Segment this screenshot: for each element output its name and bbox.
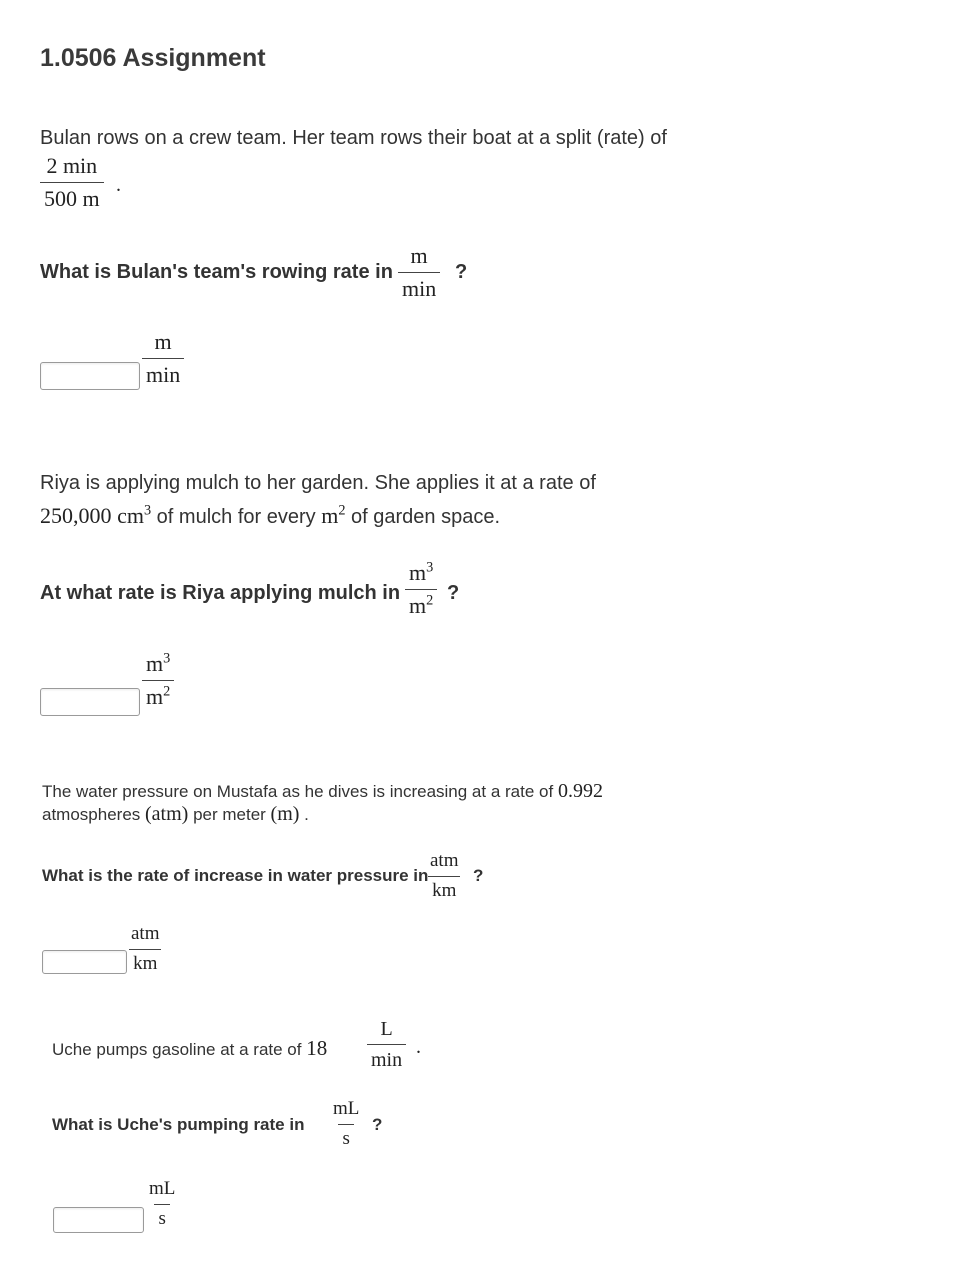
q4-prompt: Uche pumps gasoline at a rate of bbox=[52, 1040, 302, 1059]
q1-question-mark: ? bbox=[455, 261, 468, 283]
q4-unit-denominator: s bbox=[338, 1124, 353, 1150]
q3-unit-fraction bbox=[426, 851, 463, 902]
q2-question: At what rate is Riya applying mulch in bbox=[40, 582, 401, 604]
q2-unit-denominator-exponent: 2 bbox=[426, 592, 434, 609]
q4-rate-period: . bbox=[416, 1036, 421, 1058]
q3-m: (m) bbox=[270, 803, 300, 825]
q4-rate-fraction bbox=[367, 1018, 406, 1071]
q3-prompt-line1 bbox=[42, 780, 603, 803]
q4-rate-numerator: L bbox=[380, 1018, 393, 1040]
q3-answer-unit-numerator: atm bbox=[131, 923, 160, 944]
q1-rate-fraction bbox=[40, 154, 104, 211]
q1-prompt: Bulan rows on a crew team. Her team rows their boat at a split (rate) of bbox=[40, 127, 667, 149]
q2-end-text: of garden space. bbox=[351, 506, 501, 528]
q2-unit-fraction bbox=[405, 561, 437, 618]
q2-unit-numerator-exponent: 3 bbox=[426, 559, 434, 576]
q3-prompt-line2 bbox=[42, 803, 309, 826]
q3-line2-end: . bbox=[304, 805, 309, 824]
q2-per-unit: m bbox=[321, 503, 339, 528]
q2-answer-unit-denominator: m bbox=[146, 684, 164, 710]
q3-unit-numerator: atm bbox=[430, 850, 459, 871]
q4-question: What is Uche's pumping rate in bbox=[52, 1115, 305, 1134]
q4-answer-unit-denominator: s bbox=[154, 1204, 169, 1230]
q2-prompt: Riya is applying mulch to her garden. She applies it at a rate of bbox=[40, 472, 596, 494]
q2-answer-input[interactable] bbox=[40, 688, 140, 716]
q2-answer-unit-fraction bbox=[142, 652, 174, 709]
q3-question: What is the rate of increase in water pressure in bbox=[42, 866, 429, 885]
q1-unit-numerator: m bbox=[410, 243, 428, 268]
q3-prompt: The water pressure on Mustafa as he dives is increasing at a rate of bbox=[42, 782, 554, 801]
q3-answer-input[interactable] bbox=[42, 950, 127, 974]
q1-question: What is Bulan's team's rowing rate in bbox=[40, 261, 393, 283]
q2-rate-line bbox=[40, 503, 500, 529]
q2-value-unit: cm bbox=[117, 503, 144, 528]
q2-value: 250,000 bbox=[40, 503, 112, 528]
q1-rate-numerator: 2 min bbox=[46, 153, 98, 178]
q4-value: 18 bbox=[306, 1036, 328, 1060]
q3-line2-a: atmospheres bbox=[42, 805, 141, 824]
q4-unit-fraction bbox=[329, 1099, 363, 1150]
q3-question-mark: ? bbox=[473, 866, 484, 885]
q4-rate-denominator: min bbox=[367, 1044, 406, 1071]
q2-question-mark: ? bbox=[447, 582, 460, 604]
q4-answer-unit-fraction bbox=[145, 1179, 179, 1230]
q3-answer-unit-denominator: km bbox=[129, 949, 161, 975]
q2-per-unit-exponent: 2 bbox=[338, 502, 346, 519]
q1-answer-unit-denominator: min bbox=[142, 358, 184, 387]
q2-answer-unit-denominator-exponent: 2 bbox=[163, 683, 171, 700]
q4-answer-input[interactable] bbox=[53, 1207, 144, 1233]
q3-line2-b: per meter bbox=[193, 805, 266, 824]
q2-unit-denominator: m bbox=[409, 593, 427, 619]
q2-unit-numerator: m bbox=[409, 560, 427, 585]
q1-answer-input[interactable] bbox=[40, 362, 140, 390]
q3-answer-unit-fraction bbox=[127, 924, 164, 975]
q4-answer-unit-numerator: mL bbox=[149, 1178, 176, 1199]
page-title: 1.0506 Assignment bbox=[40, 44, 266, 72]
q1-rate-denominator: 500 m bbox=[40, 182, 104, 211]
q1-unit-fraction bbox=[398, 244, 440, 301]
q4-unit-numerator: mL bbox=[333, 1098, 360, 1119]
q1-answer-unit-fraction bbox=[142, 330, 184, 387]
q1-rate-period: . bbox=[116, 174, 121, 196]
q4-question-mark: ? bbox=[372, 1115, 383, 1134]
q2-mid-text: of mulch for every bbox=[156, 506, 316, 528]
q1-unit-denominator: min bbox=[398, 272, 440, 301]
q4-prompt-line bbox=[52, 1036, 327, 1061]
q3-unit-denominator: km bbox=[428, 876, 460, 902]
q2-answer-unit-numerator-exponent: 3 bbox=[163, 650, 171, 667]
q3-value: 0.992 bbox=[557, 780, 603, 802]
q1-answer-unit-numerator: m bbox=[154, 329, 172, 354]
q2-answer-unit-numerator: m bbox=[146, 651, 164, 676]
q2-value-unit-exponent: 3 bbox=[143, 502, 152, 519]
q3-atm: (atm) bbox=[145, 803, 189, 825]
